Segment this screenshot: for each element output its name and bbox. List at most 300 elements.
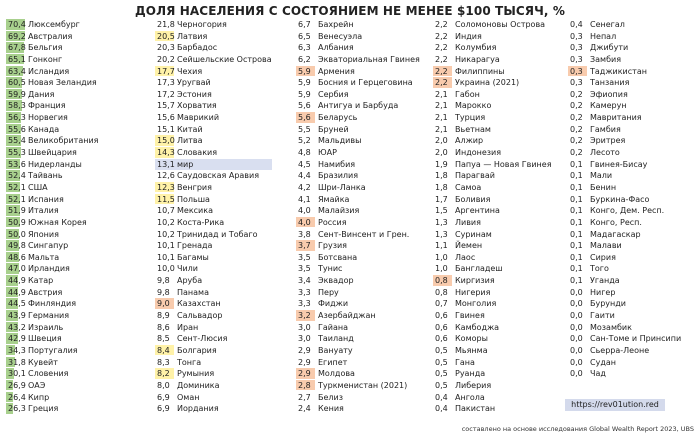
table-row xyxy=(433,217,566,229)
data-value: 0,0 xyxy=(570,369,583,379)
country-name: Гамбия xyxy=(590,124,621,134)
data-value: 9,8 xyxy=(157,287,170,297)
country-name: Уругвай xyxy=(177,78,211,88)
country-name: ОАЭ xyxy=(28,380,46,390)
table-column-2 xyxy=(155,19,288,415)
country-name: Марокко xyxy=(455,101,492,111)
data-value: 1,0 xyxy=(435,252,448,262)
data-value: 59,9 xyxy=(8,89,26,99)
data-value: 15,7 xyxy=(157,101,175,111)
table-row xyxy=(155,252,288,264)
data-value: 8,6 xyxy=(157,322,170,332)
table-column-3 xyxy=(296,19,429,415)
data-value: 3,5 xyxy=(298,252,311,262)
data-value: 0,3 xyxy=(570,43,583,53)
table-row xyxy=(433,42,566,54)
data-value: 50,9 xyxy=(8,217,26,227)
table-row xyxy=(433,229,566,241)
table-row xyxy=(155,240,288,252)
country-name: Эстония xyxy=(177,89,212,99)
data-value: 43,2 xyxy=(8,322,26,332)
table-row xyxy=(6,287,139,299)
country-name: Китай xyxy=(177,124,203,134)
country-name: Ямайка xyxy=(318,194,350,204)
table-row xyxy=(6,263,139,275)
table-row xyxy=(6,66,139,78)
data-value: 0,6 xyxy=(435,334,448,344)
country-name: Буркина-Фасо xyxy=(590,194,650,204)
data-value: 0,2 xyxy=(570,113,583,123)
table-column-5 xyxy=(568,19,700,380)
data-value: 5,6 xyxy=(298,113,311,123)
table-row xyxy=(433,345,566,357)
country-name: Нидерланды xyxy=(28,159,82,169)
data-value: 1,3 xyxy=(435,217,448,227)
data-value: 2,2 xyxy=(435,78,448,88)
table-row xyxy=(6,124,139,136)
table-row xyxy=(155,135,288,147)
country-name: Бангладеш xyxy=(455,264,503,274)
data-value: 2,0 xyxy=(435,136,448,146)
data-value: 2,2 xyxy=(435,66,448,76)
table-row xyxy=(296,182,429,194)
country-name: Камерун xyxy=(590,101,627,111)
table-row xyxy=(6,275,139,287)
table-row xyxy=(296,89,429,101)
country-name: Таиланд xyxy=(318,334,354,344)
table-row xyxy=(155,159,288,171)
source-note: составлено на основе исследования Global Wealth Report 2023, UBS xyxy=(461,425,694,433)
data-value: 0,2 xyxy=(570,124,583,134)
country-name: Дания xyxy=(28,89,55,99)
country-name: Сент-Винсент и Грен. xyxy=(318,229,410,239)
table-row xyxy=(433,298,566,310)
data-value: 1,3 xyxy=(435,229,448,239)
country-name: Папуа — Новая Гвинея xyxy=(455,159,552,169)
country-name: Коморы xyxy=(455,334,488,344)
country-name: Джибути xyxy=(590,43,629,53)
country-name: Белиз xyxy=(318,392,343,402)
table-row xyxy=(568,368,700,380)
table-row xyxy=(433,380,566,392)
table-row xyxy=(296,368,429,380)
table-row xyxy=(155,380,288,392)
country-name: Алжир xyxy=(455,136,484,146)
country-name: Сирия xyxy=(590,252,616,262)
data-value: 3,4 xyxy=(298,276,311,286)
table-row xyxy=(155,287,288,299)
table-row xyxy=(433,194,566,206)
data-value: 4,2 xyxy=(298,182,311,192)
country-name: Замбия xyxy=(590,54,622,64)
table-row xyxy=(6,19,139,31)
country-name: Гайана xyxy=(318,322,349,332)
country-name: Исландия xyxy=(28,66,70,76)
table-row xyxy=(296,147,429,159)
data-value: 0,5 xyxy=(435,345,448,355)
data-value: 17,3 xyxy=(157,78,175,88)
data-value: 4,4 xyxy=(298,171,311,181)
data-value: 3,3 xyxy=(298,299,311,309)
country-name: Сьерра-Леоне xyxy=(590,345,650,355)
table-row xyxy=(433,124,566,136)
country-name: Ливия xyxy=(455,217,481,227)
table-row xyxy=(6,42,139,54)
data-value: 2,2 xyxy=(435,43,448,53)
country-name: Египет xyxy=(318,357,348,367)
country-name: Коста-Рика xyxy=(177,217,225,227)
country-name: Австрия xyxy=(28,287,63,297)
data-value: 2,7 xyxy=(298,392,311,402)
data-value: 0,1 xyxy=(570,264,583,274)
table-row xyxy=(296,380,429,392)
country-name: Польша xyxy=(177,194,210,204)
country-name: Того xyxy=(590,264,609,274)
data-value: 0,3 xyxy=(570,54,583,64)
country-name: Конго, Респ. xyxy=(590,217,642,227)
country-name: Франция xyxy=(28,101,66,111)
table-row xyxy=(568,217,700,229)
table-row xyxy=(433,135,566,147)
country-name: Австралия xyxy=(28,31,73,41)
country-name: Маврикий xyxy=(177,113,220,123)
table-row xyxy=(568,159,700,171)
table-row xyxy=(433,310,566,322)
data-value: 15,6 xyxy=(157,113,175,123)
data-value: 20,5 xyxy=(157,31,175,41)
data-value: 6,5 xyxy=(298,31,311,41)
country-name: Панама xyxy=(177,287,209,297)
data-value: 5,9 xyxy=(298,89,311,99)
table-row xyxy=(155,368,288,380)
country-name: Мексика xyxy=(177,206,213,216)
table-row xyxy=(155,147,288,159)
table-row xyxy=(155,100,288,112)
table-row xyxy=(155,403,288,415)
country-name: Вьетнам xyxy=(455,124,491,134)
country-name: Гана xyxy=(455,357,475,367)
data-value: 3,3 xyxy=(298,287,311,297)
data-value: 8,5 xyxy=(157,334,170,344)
table-row xyxy=(155,89,288,101)
data-value: 0,1 xyxy=(570,206,583,216)
table-row xyxy=(568,147,700,159)
country-name: Сингапур xyxy=(28,241,69,251)
country-name: Эквадор xyxy=(318,276,354,286)
data-value: 12,3 xyxy=(157,182,175,192)
data-value: 44,9 xyxy=(8,287,26,297)
data-value: 0,1 xyxy=(570,171,583,181)
table-row xyxy=(433,275,566,287)
table-row xyxy=(6,182,139,194)
country-name: США xyxy=(28,182,48,192)
country-name: Гвинея xyxy=(455,311,485,321)
table-row xyxy=(155,310,288,322)
country-name: Литва xyxy=(177,136,203,146)
table-row xyxy=(433,263,566,275)
table-row xyxy=(296,333,429,345)
country-name: Новая Зеландия xyxy=(28,78,97,88)
data-value: 44,5 xyxy=(8,299,26,309)
country-name: Малайзия xyxy=(318,206,360,216)
country-name: Сент-Люсия xyxy=(177,334,228,344)
data-value: 9,8 xyxy=(157,276,170,286)
country-name: Аргентина xyxy=(455,206,500,216)
data-value: 10,2 xyxy=(157,229,175,239)
data-value: 2,0 xyxy=(435,148,448,158)
data-value: 26,9 xyxy=(8,380,26,390)
data-value: 0,5 xyxy=(435,369,448,379)
table-row xyxy=(296,135,429,147)
table-row xyxy=(568,229,700,241)
table-row xyxy=(155,275,288,287)
table-row xyxy=(155,392,288,404)
data-value: 52,1 xyxy=(8,194,26,204)
table-column-1 xyxy=(6,19,139,415)
table-row xyxy=(568,322,700,334)
table-row xyxy=(568,345,700,357)
table-row xyxy=(6,333,139,345)
table-row xyxy=(296,66,429,78)
country-name: Лесото xyxy=(590,148,620,158)
country-name: Бенин xyxy=(590,182,617,192)
table-row xyxy=(296,100,429,112)
data-value: 6,9 xyxy=(157,404,170,414)
data-value: 2,1 xyxy=(435,124,448,134)
data-value: 52,4 xyxy=(8,171,26,181)
data-value: 0,0 xyxy=(570,287,583,297)
country-name: Киргизия xyxy=(455,276,495,286)
country-name: Мьянма xyxy=(455,345,488,355)
table-row xyxy=(155,263,288,275)
table-row xyxy=(568,100,700,112)
data-value: 4,5 xyxy=(298,159,311,169)
country-name: Намибия xyxy=(318,159,356,169)
country-name: Конго, Дем. Респ. xyxy=(590,206,665,216)
table-row xyxy=(568,194,700,206)
data-value: 2,2 xyxy=(435,31,448,41)
country-name: Камбоджа xyxy=(455,322,500,332)
country-name: Индонезия xyxy=(455,148,502,158)
data-value: 0,5 xyxy=(435,380,448,390)
country-name: Сальвадор xyxy=(177,311,223,321)
country-name: Соломоновы Острова xyxy=(455,20,546,29)
data-value: 2,1 xyxy=(435,89,448,99)
table-row xyxy=(433,77,566,89)
table-row xyxy=(296,240,429,252)
data-value: 0,2 xyxy=(570,148,583,158)
table-row xyxy=(155,333,288,345)
country-name: Ирландия xyxy=(28,264,70,274)
country-name: Доминика xyxy=(177,380,220,390)
data-value: 42,9 xyxy=(8,334,26,344)
country-name: Бурунди xyxy=(590,299,626,309)
data-value: 1,1 xyxy=(435,241,448,251)
source-url[interactable]: https://rev01ution.red xyxy=(571,400,659,409)
data-value: 63,4 xyxy=(8,66,26,76)
data-value: 8,3 xyxy=(157,357,170,367)
chart-title: ДОЛЯ НАСЕЛЕНИЯ С СОСТОЯНИЕМ НЕ МЕНЕЕ $100 ТЫСЯЧ, % xyxy=(135,4,565,18)
data-value: 8,9 xyxy=(157,311,170,321)
data-value: 0,0 xyxy=(570,334,583,344)
data-value: 67,8 xyxy=(8,43,26,53)
table-row xyxy=(568,54,700,66)
table-row xyxy=(155,124,288,136)
data-value: 8,4 xyxy=(157,345,170,355)
table-row xyxy=(568,298,700,310)
data-value: 60,5 xyxy=(8,78,26,88)
country-name: Швеция xyxy=(28,334,62,344)
country-name: Бразилия xyxy=(318,171,359,181)
data-value: 0,0 xyxy=(570,345,583,355)
country-name: Судан xyxy=(590,357,616,367)
table-row xyxy=(6,147,139,159)
table-row xyxy=(155,345,288,357)
country-name: Италия xyxy=(28,206,59,216)
data-value: 6,3 xyxy=(298,43,311,53)
table-row xyxy=(6,357,139,369)
table-row xyxy=(296,298,429,310)
data-value: 1,8 xyxy=(435,182,448,192)
data-value: 30,1 xyxy=(8,369,26,379)
country-name: Габон xyxy=(455,89,480,99)
country-name: Боливия xyxy=(455,194,491,204)
table-row xyxy=(6,77,139,89)
table-row xyxy=(433,31,566,43)
table-row xyxy=(296,170,429,182)
data-value: 20,2 xyxy=(157,54,175,64)
table-row xyxy=(296,252,429,264)
table-row xyxy=(296,345,429,357)
country-name: Руанда xyxy=(455,369,486,379)
data-value: 0,0 xyxy=(570,311,583,321)
data-value: 26,3 xyxy=(8,404,26,414)
country-name: Мадагаскар xyxy=(590,229,641,239)
table-row xyxy=(433,287,566,299)
data-value: 2,1 xyxy=(435,113,448,123)
data-value: 0,1 xyxy=(570,159,583,169)
data-value: 2,9 xyxy=(298,357,311,367)
table-row xyxy=(6,205,139,217)
data-value: 2,2 xyxy=(435,54,448,64)
data-value: 6,9 xyxy=(157,392,170,402)
table-row xyxy=(296,194,429,206)
table-row xyxy=(568,19,700,31)
country-name: Эритрея xyxy=(590,136,626,146)
data-value: 5,6 xyxy=(298,101,311,111)
country-name: Самоа xyxy=(455,182,482,192)
country-name: Азербайджан xyxy=(318,311,376,321)
country-name: Финляндия xyxy=(28,299,77,309)
table-row xyxy=(155,357,288,369)
country-name: Беларусь xyxy=(318,113,358,123)
data-value: 0,8 xyxy=(435,287,448,297)
table-row xyxy=(568,240,700,252)
data-value: 65,1 xyxy=(8,54,26,64)
table-row xyxy=(433,89,566,101)
data-value: 0,0 xyxy=(570,357,583,367)
country-name: мир xyxy=(177,159,194,169)
country-name: Уганда xyxy=(590,276,620,286)
country-name: Гонконг xyxy=(28,54,63,64)
country-name: Кувейт xyxy=(28,357,58,367)
data-value: 0,1 xyxy=(570,194,583,204)
table-row xyxy=(6,298,139,310)
country-name: Ангола xyxy=(455,392,485,402)
data-value: 52,1 xyxy=(8,182,26,192)
table-row xyxy=(433,403,566,415)
country-name: Греция xyxy=(28,404,59,414)
data-value: 4,8 xyxy=(298,148,311,158)
country-name: Израиль xyxy=(28,322,64,332)
table-row xyxy=(433,66,566,78)
table-row xyxy=(568,135,700,147)
country-name: Монголия xyxy=(455,299,497,309)
table-row xyxy=(6,112,139,124)
data-value: 0,5 xyxy=(435,357,448,367)
table-row xyxy=(433,147,566,159)
table-row xyxy=(568,77,700,89)
data-value: 3,2 xyxy=(298,311,311,321)
country-name: Чехия xyxy=(177,66,203,76)
table-row xyxy=(568,357,700,369)
table-row xyxy=(155,77,288,89)
country-name: Иордания xyxy=(177,404,219,414)
data-value: 21,8 xyxy=(157,20,175,29)
data-value: 10,7 xyxy=(157,206,175,216)
data-value: 1,5 xyxy=(435,206,448,216)
data-value: 3,8 xyxy=(298,229,311,239)
country-name: Никарагуа xyxy=(455,54,500,64)
table-row xyxy=(6,217,139,229)
country-name: Барбадос xyxy=(177,43,218,53)
table-row xyxy=(433,182,566,194)
table-row xyxy=(6,240,139,252)
data-value: 0,2 xyxy=(570,136,583,146)
table-row xyxy=(568,89,700,101)
table-row xyxy=(296,275,429,287)
data-value: 2,8 xyxy=(298,380,311,390)
country-name: Португалия xyxy=(28,345,78,355)
data-value: 2,9 xyxy=(298,345,311,355)
data-value: 5,2 xyxy=(298,136,311,146)
table-row xyxy=(155,194,288,206)
data-value: 5,9 xyxy=(298,78,311,88)
data-value: 0,4 xyxy=(435,404,448,414)
country-name: Люксембург xyxy=(28,20,80,29)
table-row xyxy=(155,217,288,229)
data-value: 3,5 xyxy=(298,264,311,274)
data-value: 2,4 xyxy=(298,404,311,414)
country-name: Чили xyxy=(177,264,198,274)
data-value: 10,0 xyxy=(157,264,175,274)
table-row xyxy=(155,42,288,54)
country-name: Эфиопия xyxy=(590,89,628,99)
country-name: Гаити xyxy=(590,311,615,321)
table-row xyxy=(433,252,566,264)
country-name: Венесуэла xyxy=(318,31,363,41)
data-value: 0,1 xyxy=(570,241,583,251)
data-value: 4,1 xyxy=(298,194,311,204)
data-value: 11,5 xyxy=(157,194,175,204)
table-row xyxy=(433,357,566,369)
data-value: 47,0 xyxy=(8,264,26,274)
data-value: 10,1 xyxy=(157,252,175,262)
data-value: 0,1 xyxy=(570,276,583,286)
data-value: 2,2 xyxy=(435,20,448,29)
country-name: Танзания xyxy=(590,78,630,88)
country-name: ЮАР xyxy=(318,148,337,158)
